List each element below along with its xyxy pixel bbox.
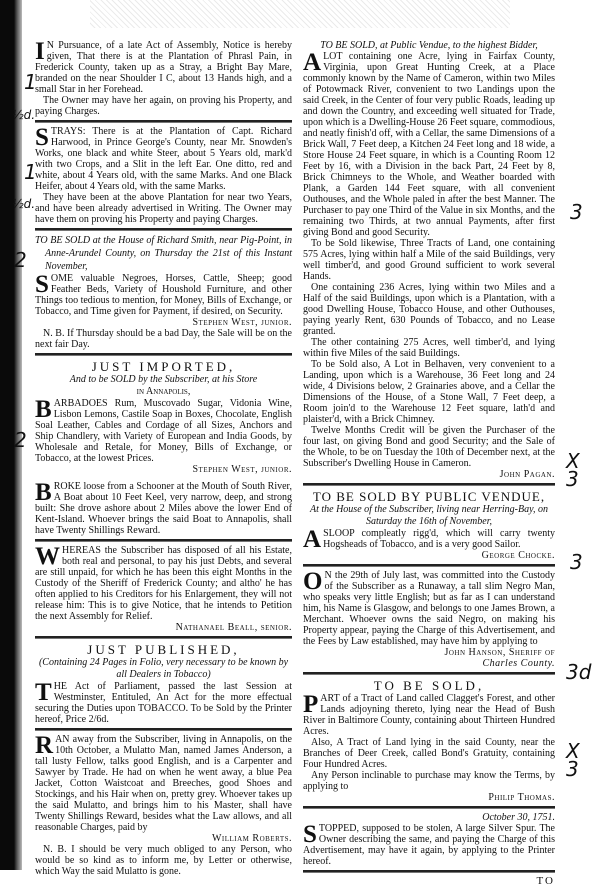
- divider: [35, 120, 292, 123]
- divider: [35, 353, 292, 356]
- ad-text: HEREAS the Subscriber has disposed of all his Estate, both real and personal, to pay his just Debts, and several are still unpaid, for which he has been this eight Months in the Custody of the Sheriff of Frederick County; and altho' he has often applied to his Creditors for his Enlargement, they will not release him: This is to give Notice, that he intends to Petition the next Assembly for Relief.: [35, 545, 292, 622]
- signature: John Pagan.: [499, 469, 555, 480]
- ad-text: OME valuable Negroes, Horses, Cattle, Sheep; good Feather Beds, Variety of Houshold Furniture, and other Things too tedious to mention, for Money, Bills of Exchange, or Tobacco, and Time given for Payment, if desired, on Security.: [35, 273, 292, 317]
- margin-note: 3: [570, 550, 583, 574]
- ad-pagan-sale: [303, 40, 555, 480]
- ad-heading: TO BE SOLD, at Public Vendue, to the highest Bidder,: [320, 40, 538, 51]
- divider: [35, 636, 292, 639]
- drop-cap: S: [35, 124, 49, 151]
- ad-subtitle: At the House of the Subscriber, living near Herring-Bay, on: [309, 504, 549, 515]
- signature: William Roberts.: [211, 833, 292, 844]
- divider: [35, 539, 292, 542]
- ad-hanson: [303, 570, 555, 669]
- ad-title: TO BE SOLD BY PUBLIC VENDUE,: [312, 489, 546, 504]
- ad-title: JUST IMPORTED,: [91, 359, 236, 374]
- ad-text: N Pursuance, of a late Act of Assembly, Notice is hereby given, That there is at the Plantation of Phrasl Pain, in Frederick County, taken up as a Stray, a Bright Bay Mare, branded on the near Shoulder I C, about 13 Hands high, and a small Star in her Forehead.: [35, 40, 292, 95]
- ad-note: N. B. If Thursday should be a bad Day, the Sale will be on the next fair Day.: [35, 328, 292, 350]
- margin-note: 3d: [566, 660, 592, 684]
- ad-date: October 30, 1751.: [482, 812, 555, 823]
- ad-heading: TO BE SOLD at the House of Richard Smith, near Pig-Point, in Anne-Arundel County, on Thursday the 21st of this Instant November,: [35, 235, 292, 272]
- ad-title: JUST PUBLISHED,: [87, 642, 240, 657]
- ad-text: To be Sold likewise, Three Tracts of Land, one containing 575 Acres, lying within half a Mile of the said Buildings, very well timber'd, and good Ground sufficient to work several Hands.: [303, 238, 555, 282]
- ad-text: TOPPED, supposed to be stolen, A large Silver Spur. The Owner describing the same, and paying the Charge of this Advertisement, may have it again, by applying to the Printer hereof.: [303, 823, 555, 867]
- ad-text: TRAYS: There is at the Plantation of Capt. Richard Harwood, in Prince George's County, near Mr. Snowden's Works, one black and white Steer, about 5 Years old, mark'd with two Crops, and a Slit in the left Ear. One ditto, red and white, about 4 Years old, with the same Marks. And one Black Heifer, about 4 Years old, with the same Marks.: [35, 126, 292, 192]
- margin-note: 2: [14, 428, 27, 452]
- signature-line-2: Charles County.: [482, 658, 555, 669]
- ad-just-imported: [35, 359, 292, 475]
- drop-cap: B: [35, 479, 52, 506]
- ad-text: SLOOP compleatly rigg'd, which will carry twenty Hogsheads of Tobacco, and is a very good Sailor.: [323, 528, 555, 550]
- margin-note: 1: [24, 70, 37, 94]
- ad-boat: [35, 481, 292, 536]
- drop-cap: T: [35, 679, 52, 706]
- ad-text: They have been at the above Plantation for near two Years, and have been already advertised in Writing. The Owner may have them on proving his Property and paying Charges.: [35, 192, 292, 225]
- ad-text: Any Person inclinable to purchase may know the Terms, by applying to: [303, 770, 555, 792]
- drop-cap: W: [35, 543, 60, 570]
- divider: [35, 228, 292, 231]
- divider: [35, 728, 292, 731]
- ad-subtitle: in Annapolis,: [136, 386, 191, 397]
- ad-runaway: [35, 734, 292, 877]
- ad-silver-spur: [303, 812, 555, 867]
- signature: George Chocke.: [481, 550, 555, 561]
- divider: [303, 483, 555, 486]
- ad-text: The other containing 275 Acres, well timber'd, and lying within five Miles of the said Buildings.: [303, 337, 555, 359]
- ad-text: The Owner may have her again, on proving his Property, and paying Charges.: [35, 95, 292, 117]
- divider: [303, 806, 555, 809]
- left-column: [35, 40, 292, 877]
- catchword: TO: [536, 875, 555, 887]
- ad-title: TO BE SOLD,: [373, 678, 485, 693]
- ad-subtitle: (Containing 24 Pages in Folio, very necessary to be known by all Dealers in Tobacco): [38, 657, 289, 680]
- ad-strays: [35, 126, 292, 225]
- drop-cap: I: [35, 38, 45, 65]
- drop-cap: P: [303, 691, 319, 718]
- drop-cap: S: [35, 271, 49, 298]
- ad-whereas: [35, 545, 292, 633]
- signature: Stephen West, junior.: [192, 464, 292, 475]
- ad-text: AN away from the Subscriber, living in Annapolis, on the 10th October, a Mulatto Man, named James Anderson, a tall lusty Fellow, talks good English, and is a Carpenter and Sawyer by Trade. He had on when he went away, a blue Pea Jacket, Cotton Waistcoat and Breeches, good Shoes and Stockings, and his Hair when on, pretty grey. Whoever takes up the said Mulatto, and brings him to his Master, shall have Twenty Shillings Reward, besides what the Law allows, and all reasonable Charges, paid by: [35, 734, 292, 833]
- ad-note: N. B. I should be very much obliged to any Person, who would be so kind as to inform me, by Letter or otherwise, which Way the said Mulatto is gone.: [35, 844, 292, 877]
- margin-note: 1: [24, 160, 37, 184]
- ad-text: HE Act of Parliament, passed the last Session at Westminster, Entituled, An Act for the more effectual securing the Duties upon TOBACCO. To be Sold by the Printer hereof, Price 2/6d.: [35, 681, 292, 725]
- drop-cap: A: [303, 49, 322, 76]
- ad-text: Twelve Months Credit will be given the Purchaser of the four last, on giving Bond and good Security; and the Sale of the Whole, to be on Tuesday the 10th of December next, at the Subscriber's Dwelling House in Cameron.: [303, 425, 555, 469]
- ad-text: N the 29th of July last, was committed into the Custody of the Subscriber as a Runaway, a tall slim Negro Man, who speaks very little English; but as far as I can understand him, his Name is Glasgow, and belongs to one James Brown, a Merchant. Whoever owns the said Negro, on making his Property appear, paying the Charge of this Advertisement, and the Fees by Law established, may have him by applying to: [303, 570, 555, 647]
- margin-note: X 3: [566, 739, 580, 781]
- margin-note: X 3: [566, 449, 580, 491]
- ad-text: One containing 236 Acres, lying within two Miles and a Half of the said Buildings, upon which is a Plantation, with a good Dwelling House, Tobacco House, and other Outhouses, paying yearly Rent, 630 Pounds of Tobacco, and no Lease granted.: [303, 282, 555, 337]
- drop-cap: R: [35, 732, 54, 759]
- divider: [303, 870, 555, 873]
- page-top-noise: [90, 0, 510, 28]
- margin-note: 3: [570, 200, 583, 224]
- ad-smith-sale: [35, 234, 292, 350]
- ad-sloop: [303, 489, 555, 561]
- ad-text: ARBADOES Rum, Muscovado Sugar, Vidonia Wine, Lisbon Lemons, Castile Soap in Boxes, Chocolate, English Soal Leather, Cables and Cordage of all Sizes, Anchors and Ship Chandlery, with Variety of European and India Goods, by Wholesale and Retale, for Money, Bills of Exchange, or Tobacco, at the lowest Prices.: [35, 398, 292, 464]
- ad-text: ART of a Tract of Land called Clagget's Forest, and other Lands adjoyning thereto, lying near the Head of Bush River in Baltimore County, containing about Thirteen Hundred Acres.: [303, 693, 555, 737]
- ad-just-published: [35, 642, 292, 725]
- ad-subtitle: Saturday the 16th of November,: [365, 516, 492, 527]
- margin-note: ½d.: [12, 197, 36, 211]
- ad-subtitle: And to be SOLD by the Subscriber, at his Store: [69, 374, 258, 385]
- margin-note: 2: [14, 248, 27, 272]
- ad-text: LOT containing one Acre, lying in Fairfax County, Virginia, upon Great Hunting Creek, at a Place commonly known by the Name of Cameron, within two Miles of Potowmack River, convenient to two Landings upon the said Creek, in the Center of four very public Roads, leading up and down the Country, and exceeding well situated for Trade, upon which is a Dwelling-House 26 Feet square, commodious, and neatly finish'd off, with a Cellar, the same Dimensions of a Brick Wall, 7 Feet deep, a Kitchen 24 Feet long and 18 wide, a Store House 24 Feet square, in which is a Counting Room 12 Feet by 16, with a Division in the back Part, 24 Feet by 8, Brick Chimneys to the Whole, and Weather boarded with Plank, a Garden 144 Feet square, with all convenient Outhouses, and the Whole paled in after the best Manner. The Purchaser to pay one Third of the Value in six Months, and the remaining two Thirds, at two annual Payments, after first giving Bond and good Security.: [303, 51, 555, 238]
- ad-text: ROKE loose from a Schooner at the Mouth of South River, A Boat about 10 Feet Keel, very narrow, deep, and strong built: She drove ashore about 2 Miles above the lower End of Kent-Island. Whoever brings the said Boat to Annapolis, shall have Twenty Shillings Reward.: [35, 481, 292, 536]
- divider: [303, 672, 555, 675]
- signature: Stephen West, junior.: [192, 317, 292, 328]
- margin-note: ½d.: [12, 108, 36, 122]
- ad-stray-mare: [35, 40, 292, 117]
- ad-text: Also, A Tract of Land lying in the said County, near the Branches of Deer Creek, called Bond's Gratuity, containing Four Hundred Acres.: [303, 737, 555, 770]
- drop-cap: S: [303, 821, 317, 848]
- signature: Nathanael Beall, senior.: [175, 622, 292, 633]
- right-column: [303, 40, 555, 887]
- signature: Philip Thomas.: [488, 792, 555, 803]
- drop-cap: O: [303, 568, 323, 595]
- drop-cap: B: [35, 396, 52, 423]
- drop-cap: A: [303, 526, 322, 553]
- signature: John Hanson, Sheriff of: [444, 647, 555, 658]
- divider: [303, 564, 555, 567]
- ad-thomas: [303, 678, 555, 803]
- ad-text: To be Sold also, A Lot in Belhaven, very convenient to a Landing, upon which is a Warehouse, 36 Feet long and 24 wide, 4 Divisions below, 2 Grainaries above, and a Cellar the Dimensions of the House, of a Stone Wall, 7 Feet deep, a Room join'd to the Warehouse 12 Feet square, lath'd and plaister'd, with a Brick Chimney.: [303, 359, 555, 425]
